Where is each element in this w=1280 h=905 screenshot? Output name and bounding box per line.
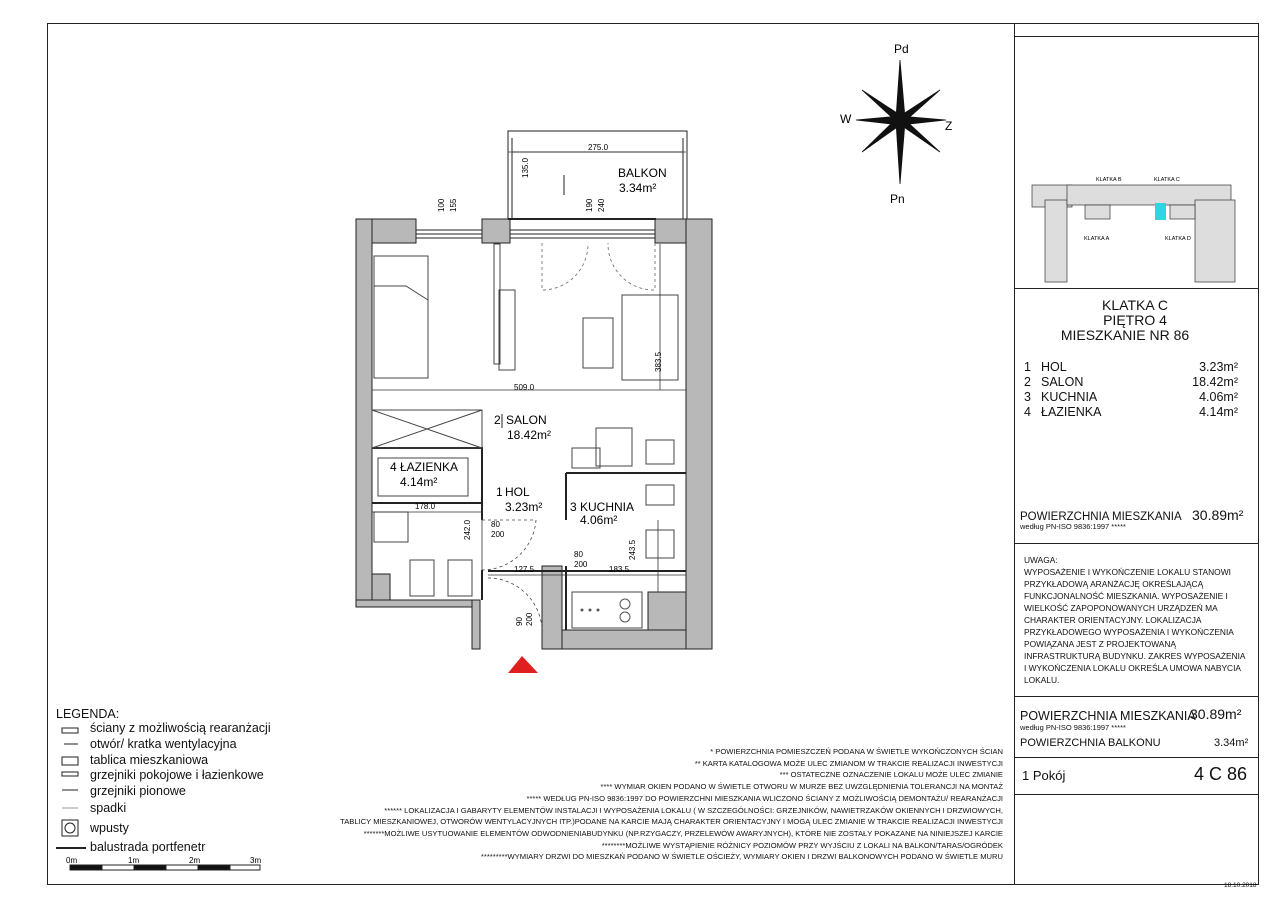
room-area: 18.42m²: [1192, 375, 1238, 389]
balkon-area: 3.34m²: [619, 181, 657, 195]
compass-west: W: [840, 112, 852, 126]
dim-3835: 383.5: [654, 351, 663, 372]
dim-door-90: 90: [515, 617, 524, 626]
hol-no: 1: [496, 485, 503, 499]
area-summary-norm: według PN-ISO 9836:1997 *****: [1020, 522, 1126, 531]
compass-south: Pn: [890, 192, 905, 206]
balkon-label: BALKON: [618, 166, 667, 180]
date-stamp: 18.10.2018: [1224, 882, 1257, 889]
uwaga-line: INFRASTRUKTURĄ BUDYNKU. ZAKRES WYPOSAŻENIA: [1024, 651, 1246, 661]
apartment-code: 4 C 86: [1194, 764, 1248, 784]
entrance-arrow-icon: [508, 656, 538, 673]
footnote: ***** WEDŁUG PN-ISO 9836:1997 DO POWIERZCHNI MIESZKANIA WLICZONO ŚCIANY Z MOŻLIWOŚCIĄ DEMONTAŻU/ REARANŻACJI: [526, 793, 1003, 803]
legend-item: balustrada portfenetr: [90, 840, 206, 854]
uwaga-line: PRZYKŁADOWEGO WYPOSAŻENIA I WYKOŃCZENIA: [1024, 627, 1234, 637]
dim-door-200b: 200: [574, 560, 588, 569]
uwaga-line: LOKALU.: [1024, 675, 1060, 685]
dim-242: 242.0: [463, 519, 472, 540]
keyplan-label-d: KLATKA D: [1165, 236, 1191, 242]
room-row: [1024, 360, 1238, 374]
title-apartment: MIESZKANIE NR 86: [1060, 327, 1190, 343]
dim-178: 178.0: [415, 502, 436, 511]
uwaga-line: POWIĄZANA JEST Z PROJEKTOWANĄ: [1024, 639, 1177, 649]
room-name: KUCHNIA: [1041, 390, 1098, 404]
uwaga-line: PRZYKŁADOWĄ ARANŻACJĘ OKREŚLAJĄCĄ: [1024, 579, 1204, 589]
stove-burners: [581, 599, 631, 622]
room-area: 4.14m²: [1199, 405, 1238, 419]
uwaga-heading: UWAGA:: [1024, 555, 1058, 565]
uwaga-line: WYPOSAŻENIE I WYKOŃCZENIE LOKALU STANOWI: [1024, 567, 1231, 577]
room-name: HOL: [1041, 360, 1067, 374]
dim-door-80b: 80: [574, 550, 583, 559]
area-summary-value: 30.89m²: [1192, 507, 1244, 523]
dim-135: 135.0: [521, 157, 530, 178]
kuchnia-area: 4.06m²: [580, 513, 618, 527]
room-no: 2: [1024, 375, 1031, 389]
room-row: [1024, 390, 1238, 404]
dim-275: 275.0: [588, 143, 609, 152]
kuchnia-label: KUCHNIA: [580, 500, 635, 514]
scale-1m: 1m: [128, 856, 140, 865]
keyplan-label-c: KLATKA C: [1154, 177, 1180, 183]
dim-100: 100: [437, 198, 446, 212]
footnote: *********WYMIARY DRZWI DO MIESZKAŃ PODANO W ŚWIETLE OŚCIEŻY, WYMIARY OKIEN I DRZWI BALKONOWYCH PODANO W ŚWIETLE MURU: [480, 852, 1003, 862]
dim-door-80a: 80: [491, 520, 500, 529]
room-row: [1024, 405, 1238, 419]
legend-symbols: [56, 728, 86, 848]
dim-190: 190: [585, 198, 594, 212]
legend-item: grzejniki pionowe: [90, 784, 186, 798]
legend-item: spadki: [90, 801, 127, 815]
dim-door-200c: 200: [525, 612, 534, 626]
rooms-count: 1 Pokój: [1022, 768, 1066, 783]
legend-item: grzejniki pokojowe i łazienkowe: [90, 768, 264, 782]
uwaga-line: WIELKOŚĆ ZAPOPONOWANYCH URZĄDZEŃ MA: [1024, 603, 1218, 613]
footnote: ** KARTA KATALOGOWA MOŻE ULEC ZMIANOM W TRAKCIE REALIZACJI INWESTYCJI: [694, 758, 1003, 768]
balcony-area-label: POWIERZCHNIA BALKONU: [1020, 737, 1161, 749]
legend-title: LEGENDA:: [56, 707, 120, 721]
balcony-door-swings: [542, 243, 655, 290]
summary-area-label: POWIERZCHNIA MIESZKANIA: [1020, 709, 1196, 723]
room-area: 3.23m²: [1199, 360, 1238, 374]
salon-no: 2: [494, 413, 501, 427]
hol-area: 3.23m²: [505, 500, 543, 514]
room-name: ŁAZIENKA: [1041, 405, 1102, 419]
room-name: SALON: [1041, 375, 1084, 389]
scale-bar: [70, 865, 260, 870]
legend-item: ściany z możliwością rearanżacji: [90, 721, 271, 735]
room-no: 3: [1024, 390, 1031, 404]
scale-0m: 0m: [66, 856, 78, 865]
kuchnia-no: 3: [570, 500, 577, 514]
hol-label: HOL: [505, 485, 530, 499]
dim-1835: 183.5: [609, 565, 630, 574]
legend-item: otwór/ kratka wentylacyjna: [90, 737, 237, 751]
uwaga-line: I WYKOŃCZENIA LOKALU OKREŚLA UMOWA NABYCIA: [1024, 663, 1242, 673]
room-no: 4: [1024, 405, 1031, 419]
footnote: * POWIERZCHNIA POMIESZCZEŃ PODANA W ŚWIETLE WYKOŃCZONYCH ŚCIAN: [710, 747, 1003, 756]
summary-area-value: 30.89m²: [1190, 706, 1242, 722]
scale-2m: 2m: [189, 856, 201, 865]
dim-240: 240: [597, 198, 606, 212]
key-plan: [1032, 185, 1235, 282]
area-summary-label: POWIERZCHNIA MIESZKANIA: [1020, 511, 1182, 523]
room-area: 4.06m²: [1199, 390, 1238, 404]
footnote: *** OSTATECZNE OZNACZENIE LOKALU MOŻE ULEC ZMIANIE: [779, 770, 1003, 780]
keyplan-label-b: KLATKA B: [1096, 177, 1122, 183]
footnote: *******MOŻLIWE USYTUOWANIE ELEMENTÓW ODWODNIENIABUDYNKU (NP.RZYGACZY, PRZELEWÓW AWARYJNYCH), KTÓRE NIE ZOSTAŁY POKAZANE NA NINIEJSZEJ KARCIE: [363, 828, 1003, 838]
title-floor: PIĘTRO 4: [1103, 312, 1167, 328]
lazienka-label: ŁAZIENKA: [400, 460, 459, 474]
dim-2435: 243.5: [628, 539, 637, 560]
legend-item: tablica mieszkaniowa: [90, 753, 209, 767]
compass-north: Pd: [894, 42, 909, 56]
uwaga-line: CHARAKTER ORIENTACYJNY. LOKALIZACJA: [1024, 615, 1202, 625]
compass-east: Z: [945, 119, 953, 133]
summary-area-norm: według PN-ISO 9836:1997 *****: [1020, 723, 1126, 732]
dim-155: 155: [449, 198, 458, 212]
lazienka-area: 4.14m²: [400, 475, 438, 489]
legend-item: wpusty: [90, 821, 129, 835]
scale-3m: 3m: [250, 856, 262, 865]
room-no: 1: [1024, 360, 1031, 374]
lazienka-no: 4: [390, 460, 397, 474]
footnote: ********MOŻLIWE WYSTĄPIENIE RÓŻNICY POZIOMÓW PRZY WYJŚCIU Z LOKALI NA BALKON/TARAS/OGRÓDEK: [601, 840, 1003, 850]
balcony-area-value: 3.34m²: [1214, 737, 1249, 749]
dim-1275: 127.5: [514, 565, 535, 574]
keyplan-label-a: KLATKA A: [1084, 236, 1110, 242]
footnote: ****** LOKALIZACJA I GABARYTY ELEMENTÓW INSTALACJI I WYPOSAŻENIA LOKALU ( W SZCZEGÓLNOŚCI: GRZEJNIKÓW, NAWIETRZAKÓW OKIENNYCH I DRZWIOWYCH,: [384, 805, 1003, 815]
dim-509: 509.0: [514, 383, 535, 392]
compass-rose: [856, 60, 946, 184]
room-row: [1024, 375, 1238, 389]
uwaga-line: FUNKCJONALNOŚĆ MIESZKANIA. WYPOSAŻENIE I: [1024, 591, 1228, 601]
footnote: TABLICY MIESZKANIOWEJ, OTWORÓW WENTYLACYJNYCH ITP.)PODANE NA KARCIE MAJĄ CHARAKTER ORIENTACYJNY I MOGĄ ULEC ZMIANIE W TRAKCIE REALIZACJI INWESTYCJI: [340, 817, 1003, 827]
salon-label: SALON: [506, 413, 547, 427]
footnotes: [283, 746, 1003, 863]
title-staircase: KLATKA C: [1102, 297, 1168, 313]
uwaga-note: [1024, 554, 1250, 686]
salon-area: 18.42m²: [507, 428, 552, 442]
footnote: **** WYMIAR OKIEN PODANO W ŚWIETLE OTWORU W MURZE BEZ UWZGLĘDNIENIA TOLERANCJI NA MONTAŻ: [600, 782, 1003, 792]
dim-door-200a: 200: [491, 530, 505, 539]
windows: [416, 230, 655, 238]
